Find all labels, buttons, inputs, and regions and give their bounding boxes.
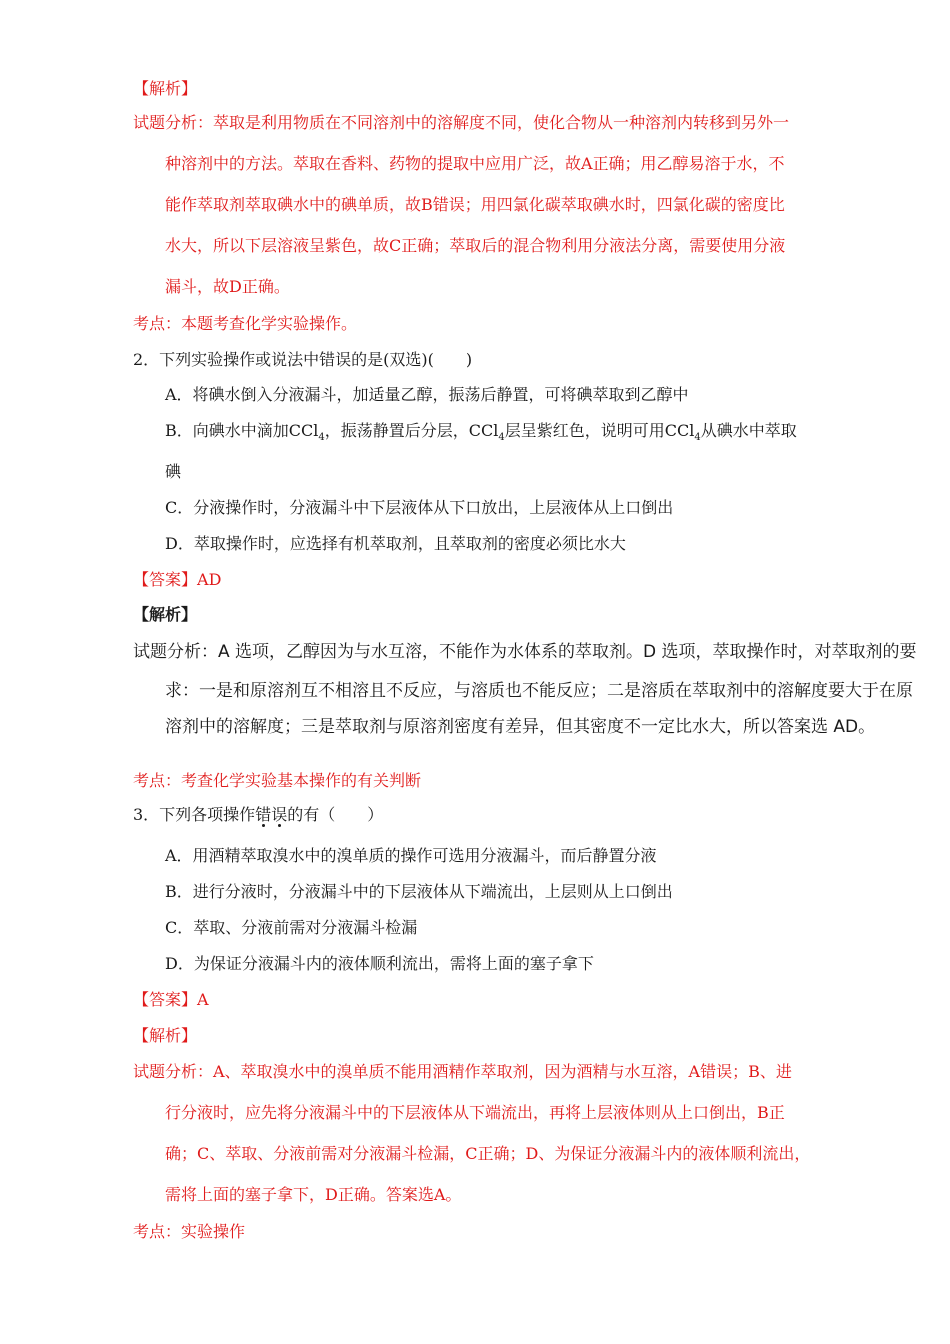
q3-analysis-line: 确；C、萃取、分液前需对分液漏斗检漏，C正确；D、为保证分液漏斗内的液体顺利流出， [165,1144,811,1163]
q2-kaodian: 考点：考查化学实验基本操作的有关判断 [133,771,422,790]
q2-analysis-line: 试题分析：A 选项，乙醇因为与水互溶，不能作为水体系的萃取剂。D 选项，萃取操作时，对萃取剂的要 [133,642,917,662]
q3-analysis-header: 【解析】 [133,1026,198,1045]
q3-analysis-line: 行分液时，应先将分液漏斗中的下层液体从下端流出，再将上层液体则从上口倒出，B正 [165,1103,785,1122]
q2-option-a: A．将碘水倒入分液漏斗，加适量乙醇，振荡后静置，可将碘萃取到乙醇中 [165,385,689,404]
emphasis-dot: 错 [255,805,272,824]
emphasis-dot: 误 [271,805,288,824]
q3-kaodian: 考点：实验操作 [133,1222,246,1241]
q2-option-b: B．向碘水中滴加CCl$_4$，振荡静置后分层，CCl$_4$层呈紫红色，说明可用CCl$_4$从碘水中萃取 [165,421,797,444]
q2-answer: 【答案】AD [133,570,222,589]
q3-answer: 【答案】A [133,990,209,1009]
q1-kaodian: 考点：本题考查化学实验操作。 [133,314,358,333]
q3-analysis-line: 试题分析：A、萃取溴水中的溴单质不能用酒精作萃取剂，因为酒精与水互溶，A错误；B、进 [133,1062,792,1081]
q3-option-d: D．为保证分液漏斗内的液体顺利流出，需将上面的塞子拿下 [165,954,594,973]
q2-analysis-header: 【解析】 [133,605,198,624]
q1-analysis-line: 种溶剂中的方法。萃取在香料、药物的提取中应用广泛，故A正确；用乙醇易溶于水，不 [165,154,785,173]
q1-analysis-line: 漏斗，故D正确。 [165,277,290,296]
q3-option-b: B．进行分液时，分液漏斗中的下层液体从下端流出，上层则从上口倒出 [165,882,673,901]
q2-stem: 2．下列实验操作或说法中错误的是(双选)( ) [133,350,473,369]
q1-analysis-line: 试题分析：萃取是利用物质在不同溶剂中的溶解度不同，使化合物从一种溶剂内转移到另外一 [133,113,790,132]
q2-option-c: C．分液操作时，分液漏斗中下层液体从下口放出，上层液体从上口倒出 [165,498,674,517]
q1-analysis-line: 能作萃取剂萃取碘水中的碘单质，故B错误；用四氯化碳萃取碘水时，四氯化碳的密度比 [165,195,785,214]
q3-stem: 3．下列各项操作错误的有（ ） [133,805,384,824]
q3-option-a: A．用酒精萃取溴水中的溴单质的操作可选用分液漏斗，而后静置分液 [165,846,657,865]
q3-option-c: C．萃取、分液前需对分液漏斗检漏 [165,918,418,937]
q2-option-d: D．萃取操作时，应选择有机萃取剂，且萃取剂的密度必须比水大 [165,534,626,553]
q2-analysis-line: 求：一是和原溶剂互不相溶且不反应，与溶质也不能反应；二是溶质在萃取剂中的溶解度要大于在原 [165,681,913,701]
q2-analysis-line: 溶剂中的溶解度；三是萃取剂与原溶剂密度有差异，但其密度不一定比水大，所以答案选 AD。 [165,717,876,737]
q1-analysis-header: 【解析】 [133,79,198,98]
q3-analysis-line: 需将上面的塞子拿下，D正确。答案选A。 [165,1185,462,1204]
q1-analysis-line: 水大，所以下层溶液呈紫色，故C正确；萃取后的混合物利用分液法分离，需要使用分液 [165,236,786,255]
q2-option-b-cont: 碘 [165,462,182,481]
